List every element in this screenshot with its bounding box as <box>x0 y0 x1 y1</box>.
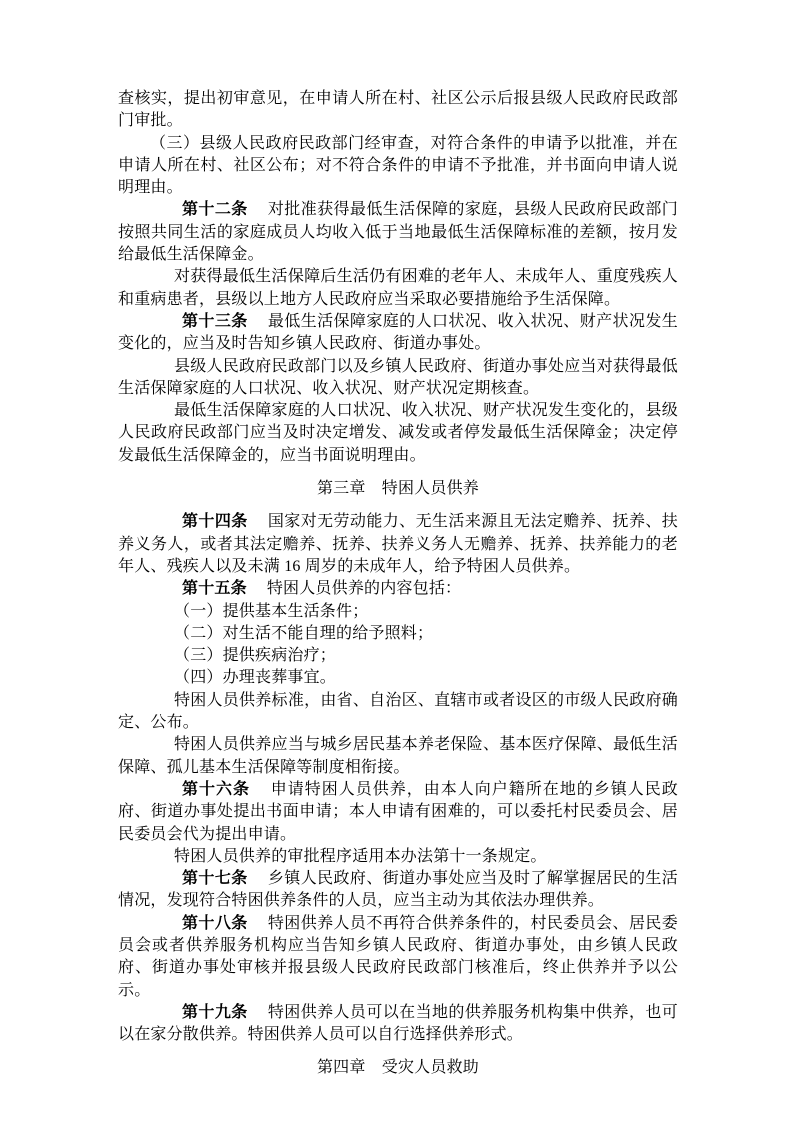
article-number: 第十四条 <box>182 513 248 531</box>
chapter-heading: 第四章 受灾人员救助 <box>316 1059 479 1077</box>
article-text: 特困供养人员不再符合供养条件的，村民委员会、居民委员会或者供养服务机构应当告知乡镇人民政府、街道办事处，由乡镇人民政府、街道办事处审核并报县级人民政府民政部门核准后，终止供养并予以公示。 <box>118 914 678 999</box>
paragraph: 查核实，提出初审意见，在申请人所在村、社区公示后报县级人民政府民政部门审批。 <box>118 90 678 130</box>
paragraph: （二）对生活不能自理的给予照料； <box>174 624 434 642</box>
article-number: 第十二条 <box>182 201 248 219</box>
chapter-heading: 第三章 特困人员供养 <box>316 480 479 498</box>
article-paragraph <box>118 779 678 846</box>
paragraph: （一）提供基本生活条件； <box>174 602 369 620</box>
article-paragraph <box>118 1002 678 1047</box>
article-paragraph <box>118 868 678 913</box>
article-number: 第十六条 <box>182 780 250 798</box>
article-text: 国家对无劳动能力、无生活来源且无法定赡养、抚养、扶养义务人，或者其法定赡养、抚养、扶养义务人无赡养、抚养、扶养能力的老年人、残疾人以及未满 16 周岁的未成年人，给予特困人员供养。 <box>118 513 678 575</box>
paragraph: 对获得最低生活保障后生活仍有困难的老年人、未成年人、重度残疾人和重病患者，县级以上地方人民政府应当采取必要措施给予生活保障。 <box>118 268 678 308</box>
document-content <box>118 88 678 1091</box>
article-number: 第十七条 <box>182 870 248 888</box>
article-paragraph <box>118 578 678 600</box>
paragraph: 特困人员供养的审批程序适用本办法第十一条规定。 <box>174 847 547 865</box>
article-text: 申请特困人员供养，由本人向户籍所在地的乡镇人民政府、街道办事处提出书面申请；本人申请有困难的，可以委托村民委员会、居民委员会代为提出申请。 <box>118 780 678 843</box>
paragraph: （四）办理丧葬事宜。 <box>174 669 337 687</box>
article-paragraph <box>118 199 678 266</box>
article-number: 第十三条 <box>182 312 248 330</box>
article-text: 对批准获得最低生活保障的家庭，县级人民政府民政部门按照共同生活的家庭成员人均收入低于当地最低生活保障标准的差额，按月发给最低生活保障金。 <box>118 201 678 264</box>
article-number: 第十五条 <box>182 580 247 598</box>
article-paragraph <box>118 311 678 356</box>
article-paragraph <box>118 913 678 1002</box>
article-text: 最低生活保障家庭的人口状况、收入状况、财产状况发生变化的，应当及时告知乡镇人民政府、街道办事处。 <box>118 312 678 353</box>
article-number: 第十八条 <box>182 914 248 932</box>
article-text: 特困人员供养的内容包括： <box>266 580 462 598</box>
paragraph: （三）县级人民政府民政部门经审查，对符合条件的申请予以批准，并在申请人所在村、社区公布；对不符合条件的申请不予批准，并书面向申请人说明理由。 <box>118 134 678 197</box>
article-text: 乡镇人民政府、街道办事处应当及时了解掌握居民的生活情况，发现符合特困供养条件的人员，应当主动为其依法办理供养。 <box>118 870 678 910</box>
paragraph: 县级人民政府民政部门以及乡镇人民政府、街道办事处应当对获得最低生活保障家庭的人口状况、收入状况、财产状况定期核查。 <box>118 357 678 397</box>
paragraph: 最低生活保障家庭的人口状况、收入状况、财产状况发生变化的，县级人民政府民政部门应当及时决定增发、减发或者停发最低生活保障金；决定停发最低生活保障金的，应当书面说明理由。 <box>118 402 678 464</box>
paragraph: （三）提供疾病治疗； <box>174 647 337 665</box>
paragraph: 特困人员供养应当与城乡居民基本养老保险、基本医疗保障、最低生活保障、孤儿基本生活保障等制度相衔接。 <box>118 736 678 776</box>
article-number: 第十九条 <box>182 1003 248 1021</box>
article-paragraph <box>118 511 678 578</box>
paragraph: 特困人员供养标准，由省、自治区、直辖市或者设区的市级人民政府确定、公布。 <box>118 691 678 732</box>
article-text: 特困供养人员可以在当地的供养服务机构集中供养，也可以在家分散供养。特困供养人员可以自行选择供养形式。 <box>118 1003 678 1044</box>
